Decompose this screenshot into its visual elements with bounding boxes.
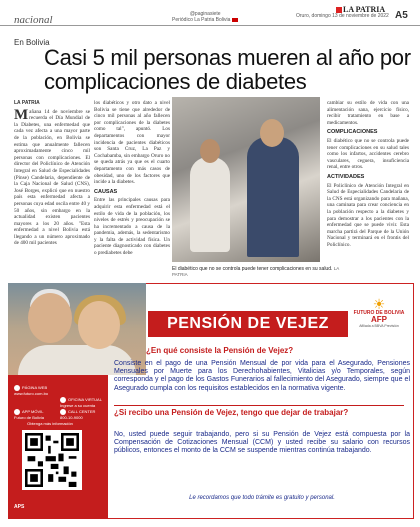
contact-app: APP MÓVIL Futuro de Bolivia [14, 409, 45, 420]
drop-cap: M [14, 106, 29, 123]
section-name: nacional [14, 14, 53, 26]
article-photo [172, 97, 320, 262]
sun-icon: ☀ [372, 296, 386, 312]
qr-code-icon [25, 433, 79, 487]
article-paragraph: El Policlínico de Atención Integral en Salud de Especialidades Candelaria de la CNS está organizando para mañana, una caminata para crear conciencia en la población respecto a la diabetes y para demostrar a los pacientes con la enfermedad que se puede vivir. Esta marcha partirá del Parque de la Unión Nacional y terminará en el frontis del Policlínico. [327, 182, 409, 248]
subhead-actividades: ACTIVIDADES [327, 173, 365, 180]
article-column-1 [14, 100, 90, 278]
article-paragraph: El diabético que no se controla puede tener complicaciones en su salud tales como los infartos, accidentes cerebro vasculares, ceguera, insuficiencia renal, entre otros. [327, 137, 409, 171]
subhead-complicaciones: COMPLICACIONES [327, 129, 378, 136]
aps-logo: APS [14, 504, 25, 510]
contact-callcenter: CALL CENTER 800-10-9000 [60, 409, 96, 420]
ad-banner-title: PENSIÓN DE VEJEZ [148, 311, 348, 337]
afp-logo: ☀ FUTURO DE BOLIVIA AFP Afiliada a BBVA Previsión [349, 298, 409, 340]
ad-closing-note: Le recordamos que todo trámite es gratuito y personal. [189, 495, 335, 501]
ad-question-1: ¿En qué consiste la Pensión de Vejez? [146, 346, 294, 355]
youtube-icon [232, 18, 238, 22]
logo-mark-icon [336, 7, 342, 13]
social-page: Periódico La Patria Bolivia [172, 17, 238, 23]
page-header [0, 0, 420, 26]
photo-caption: El diabético que no se controla puede tener complicaciones en su salud. LA PATRIA [172, 266, 340, 277]
qr-code[interactable] [22, 430, 82, 490]
social-handles [172, 11, 238, 23]
dateline: Oruro, domingo 13 de noviembre de 2022 [296, 13, 389, 19]
contact-office: OFICINA VIRTUAL Ingrese a su cuenta [60, 397, 102, 408]
article-column-4 [327, 100, 409, 278]
subhead-causas: CAUSAS [94, 188, 118, 195]
ad-question-2: ¿Si recibo una Pensión de Vejez, tengo que dejar de trabajar? [114, 408, 349, 417]
divider [114, 405, 404, 406]
qr-label: Obtenga más información [27, 421, 73, 426]
social-handle: @paginasiete [189, 11, 221, 17]
photo-credit: LA PATRIA [172, 266, 340, 277]
article-headline: Casi 5 mil personas mueren al año por complicaciones de diabetes [44, 45, 411, 94]
contact-web: PÁGINA WEB www.futuro.com.bo [14, 385, 49, 396]
newspaper-logo: LA PATRIA [336, 5, 385, 14]
article-paragraph: cambiar su estilo de vida con una alimentación sana, ejercicio físico, recibir tratamiento en base a medicamentos. [327, 100, 409, 126]
article-paragraph: los diabéticos y otro dato a nivel Bolivia se tiene que alrededor de cinco mil personas al año fallecen por complicaciones de la diabetes como tal", apuntó. Los departamentos con mayor incidencia de pacientes diabéticos son Santa Cruz, La Paz y Cochabamba, sin embargo Oruro no se queda atrás ya que es el cuarto departamento con más casos de obesidad, uno de los factores que incide a la diabetes. [94, 100, 170, 186]
article-paragraph: Mañana 14 de noviembre se recuerda el Día Mundial de la Diabetes, una enfermedad que cada vez afecta a una mayor parte de la población, en Bolivia se estima que anualmente fallecen aproximadamente cinco mil personas con complicaciones. El director del Policlínico de Atención Integral en Salud de Especialidades (Pinse) Candelaria, dependiente de la Caja Nacional de Salud (CNS), José Borges, explicó que en nuestro país esta enfermedad afecta a personas cuya edad oscila entre 40 y 50 años, sin embargo en la actualidad existen pacientes mayores a los 20 años. "Esta enfermedad a nivel Bolivia está llegando a un número aproximado de 400 mil pacientes [14, 106, 90, 247]
byline: LA PATRIA [14, 100, 40, 106]
ad-answer-2: No, usted puede seguir trabajando, pero si su Pensión de Vejez está compuesta por la Compensación de Cotizaciones Mensual (CCM) y usted recibe su salario con recursos públicos, entonces el monto de la CCM se suspende mientras continúa trabajando. [114, 431, 410, 455]
article-column-2 [94, 100, 170, 278]
ad-answer-1: Consiste en el pago de una Pensión Mensual de por vida para el Asegurado, Pensiones Mensuales por Muerte para los Derechohabientes, Vitalicias y/o Temporales, según corresponda y el pago de los Gastos Funerarios al fallecimiento del Asegurado, siempre que el Asegurado cumpla con los requisitos establecidos en la normativa vigente. [114, 360, 410, 392]
article-paragraph: Entre las principales causas para adquirir esta enfermedad está el estilo de vida de la población, los niveles de estrés y preocupación se ha incrementado a causa de la pandemia, además, la sedentarismo y la falta de actividad física. Un paciente diagnosticado con diabetes o prediabetes debe [94, 197, 170, 257]
page-number: A5 [395, 10, 408, 21]
article-kicker: En Bolivia [14, 38, 50, 47]
